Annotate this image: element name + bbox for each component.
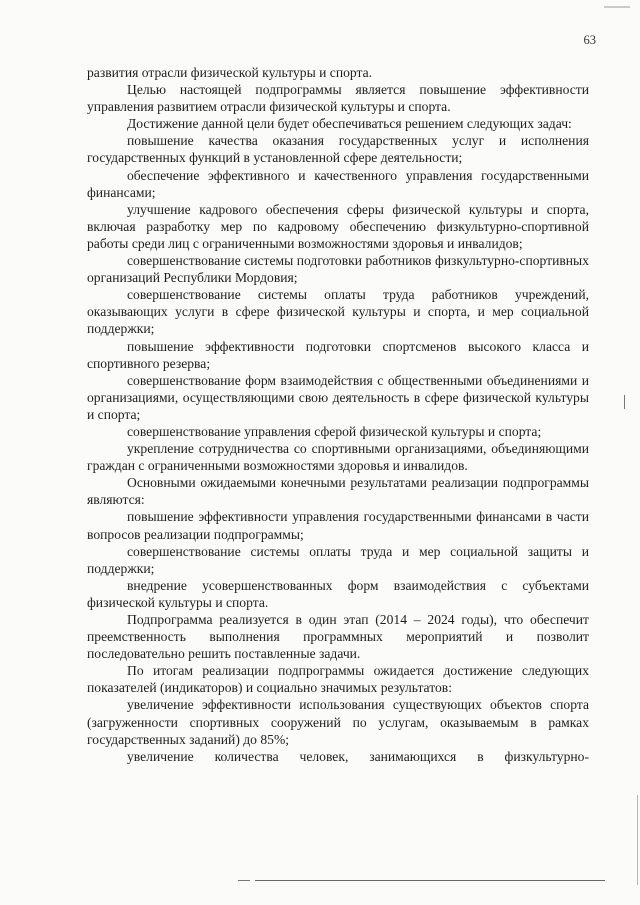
scan-artifact-top: [604, 6, 630, 8]
paragraph-10: совершенствование управления сферой физической культуры и спорта;: [127, 423, 542, 439]
paragraph-11: укрепление сотрудничества со спортивными организациями, объединяющими граждан с ограниченными возможностями здоровья и инвалидов.: [87, 441, 589, 474]
paragraph-5: улучшение кадрового обеспечения сферы физической культуры и спорта, включая разработку мер по кадровому обеспечению физкультурно-спортивной работы среди лиц с ограниченными возможностями здоровья и инвалидов;: [87, 201, 589, 251]
paragraph-12: Основными ожидаемыми конечными результатами реализации подпрограммы являются:: [87, 475, 589, 508]
document-body: [87, 64, 589, 765]
paragraph-9: совершенствование форм взаимодействия с общественными объединениями и организациями, осуществляющими свою деятельность в сфере физической культуры и спорта;: [87, 372, 589, 422]
paragraph-4: обеспечение эффективного и качественного управления государственными финансами;: [87, 167, 589, 200]
paragraph-2: Достижение данной цели будет обеспечиваться решением следующих задач:: [127, 116, 572, 132]
scan-artifact-side: [624, 395, 625, 409]
paragraph-19: увеличение количества человек, занимающихся в физкультурно-: [127, 748, 589, 764]
paragraph-0: развития отрасли физической культуры и спорта.: [87, 65, 373, 80]
paragraph-16: Подпрограмма реализуется в один этап (2014 – 2024 годы), что обеспечит преемственность выполнения программных мероприятий и позволит последовательно решить поставленные задачи.: [87, 612, 589, 662]
scan-artifact-right: [637, 795, 638, 885]
paragraph-7: совершенствование системы оплаты труда работников учреждений, оказывающих услуги в сфере физической культуры и спорта, и мер социальной поддержки;: [87, 287, 589, 337]
paragraph-17: По итогам реализации подпрограммы ожидается достижение следующих показателей (индикаторов) и социально значимых результатов:: [87, 663, 589, 696]
footer-rule: [255, 880, 605, 881]
paragraph-13: повышение эффективности управления государственными финансами в части вопросов реализации подпрограммы;: [87, 509, 589, 542]
paragraph-14: совершенствование системы оплаты труда и мер социальной защиты и поддержки;: [87, 543, 589, 576]
paragraph-3: повышение качества оказания государственных услуг и исполнения государственных функций в установленной сфере деятельности;: [87, 133, 589, 166]
paragraph-1: Целью настоящей подпрограммы является повышение эффективности управления развитием отрасли физической культуры и спорта.: [87, 82, 589, 115]
paragraph-6: совершенствование системы подготовки работников физкультурно-спортивных организаций Республики Мордовия;: [87, 253, 589, 286]
paragraph-18: увеличение эффективности использования существующих объектов спорта (загруженности спортивных сооружений по услугам, оказываемым в рамках государственных заданий) до 85%;: [87, 697, 589, 747]
paragraph-8: повышение эффективности подготовки спортсменов высокого класса и спортивного резерва;: [87, 338, 589, 371]
page-number: 63: [583, 33, 596, 47]
footer-dash: [238, 880, 250, 881]
paragraph-15: внедрение усовершенствованных форм взаимодействия с субъектами физической культуры и спорта.: [87, 577, 589, 610]
